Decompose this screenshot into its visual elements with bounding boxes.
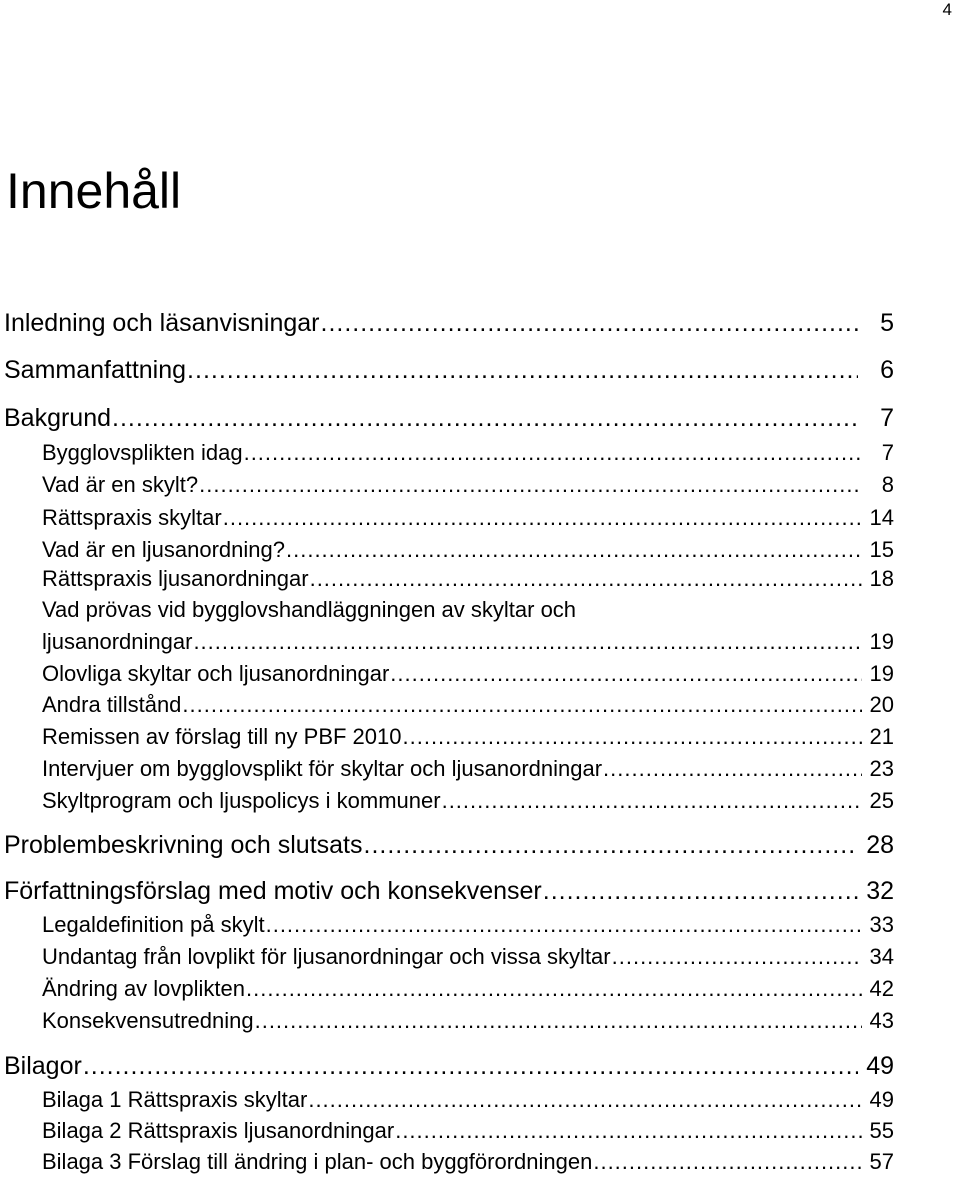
toc-leader-dots	[364, 830, 859, 860]
toc-entry[interactable]	[42, 1118, 894, 1144]
toc-entry-title: Skyltprogram och ljuspolicys i kommuner	[42, 788, 441, 813]
toc-leader-dots	[199, 472, 862, 498]
toc-entry-page: 19	[869, 629, 894, 654]
toc-entry-page: 28	[866, 831, 894, 859]
toc-leader-dots	[244, 440, 862, 466]
toc-entry-page: 57	[869, 1149, 894, 1174]
toc-entry-title: Författningsförslag med motiv och konsekvenser	[4, 877, 542, 905]
toc-leader-dots	[310, 566, 862, 592]
toc-entry-page: 34	[869, 944, 894, 969]
toc-entry-page: 18	[869, 566, 894, 591]
toc-leader-dots	[83, 1051, 858, 1081]
toc-entry-title: Bakgrund	[4, 404, 112, 432]
toc-entry-title: Andra tillstånd	[42, 692, 182, 717]
toc-entry-page: 20	[869, 692, 894, 717]
toc-entry-page: 32	[866, 877, 894, 905]
toc-entry[interactable]	[42, 566, 894, 592]
toc-entry-title: Vad är en skylt?	[42, 472, 199, 497]
toc-leader-dots	[321, 308, 859, 338]
toc-entry[interactable]	[42, 440, 894, 466]
toc-leader-dots	[286, 537, 862, 563]
toc-leader-dots	[612, 944, 862, 970]
toc-entry[interactable]	[4, 403, 894, 433]
toc-entry-title: Rättspraxis skyltar	[42, 505, 222, 530]
toc-entry-title: Inledning och läsanvisningar	[4, 309, 320, 337]
toc-leader-dots	[603, 756, 862, 782]
toc-entry-title: Vad prövas vid bygglovshandläggningen av skyltar och	[42, 597, 577, 622]
toc-entry[interactable]	[42, 629, 894, 655]
toc-entry[interactable]	[4, 876, 894, 906]
toc-entry-title: Konsekvensutredning	[42, 1008, 254, 1033]
toc-entry-page: 8	[881, 472, 894, 497]
toc-leader-dots	[193, 629, 862, 655]
toc-leader-dots	[593, 1149, 862, 1175]
toc-entry-title: Ändring av lovplikten	[42, 976, 246, 1001]
toc-entry[interactable]	[42, 692, 894, 718]
toc-entry[interactable]	[42, 912, 894, 938]
toc-entry-page: 6	[880, 356, 894, 384]
toc-entry-page: 21	[869, 724, 894, 749]
toc-entry-page: 33	[869, 912, 894, 937]
toc-entry-title: Sammanfattning	[4, 356, 187, 384]
toc-entry[interactable]	[42, 756, 894, 782]
toc-entry-title: Intervjuer om bygglovsplikt för skyltar och ljusanordningar	[42, 756, 603, 781]
toc-entry-page: 55	[869, 1118, 894, 1143]
toc-entry[interactable]	[4, 308, 894, 338]
toc-entry[interactable]	[42, 505, 894, 531]
toc-entry-title-continued: ljusanordningar	[42, 629, 193, 654]
toc-entry[interactable]	[4, 355, 894, 385]
toc-leader-dots	[390, 661, 862, 687]
toc-entry-title: Bygglovsplikten idag	[42, 440, 243, 465]
toc-entry[interactable]	[42, 1087, 894, 1113]
toc-leader-dots	[543, 876, 858, 906]
toc-entry-page: 23	[869, 756, 894, 781]
toc-leader-dots	[112, 403, 858, 433]
toc-entry-page: 49	[869, 1087, 894, 1112]
toc-entry-title: Rättspraxis ljusanordningar	[42, 566, 309, 591]
toc-entry-title: Bilaga 1 Rättspraxis skyltar	[42, 1087, 308, 1112]
toc-leader-dots	[442, 788, 862, 814]
toc-entry[interactable]	[42, 1149, 894, 1175]
toc-leader-dots	[403, 724, 863, 750]
toc-entry-title: Olovliga skyltar och ljusanordningar	[42, 661, 390, 686]
toc-entry[interactable]	[4, 830, 894, 860]
toc-entry-first-line[interactable]	[42, 597, 576, 623]
toc-entry-page: 49	[866, 1052, 894, 1080]
toc-leader-dots	[308, 1087, 862, 1113]
toc-entry-page: 19	[869, 661, 894, 686]
toc-entry[interactable]	[42, 472, 894, 498]
toc-entry-title: Bilaga 3 Förslag till ändring i plan- och byggförordningen	[42, 1149, 593, 1174]
toc-entry-page: 42	[869, 976, 894, 1001]
page-number: 4	[942, 0, 952, 19]
toc-entry-page: 5	[880, 309, 894, 337]
toc-entry-title: Remissen av förslag till ny PBF 2010	[42, 724, 402, 749]
toc-entry[interactable]	[42, 944, 894, 970]
toc-entry[interactable]	[42, 537, 894, 563]
toc-leader-dots	[246, 976, 862, 1002]
toc-entry-title: Undantag från lovplikt för ljusanordningar och vissa skyltar	[42, 944, 611, 969]
toc-leader-dots	[266, 912, 862, 938]
toc-heading: Innehåll	[6, 163, 182, 219]
toc-leader-dots	[395, 1118, 862, 1144]
toc-entry-title: Legaldefinition på skylt	[42, 912, 265, 937]
toc-leader-dots	[255, 1008, 862, 1034]
toc-entry[interactable]	[4, 1051, 894, 1081]
toc-entry-page: 7	[880, 404, 894, 432]
toc-leader-dots	[182, 692, 862, 718]
toc-entry[interactable]	[42, 788, 894, 814]
toc-entry-title: Bilagor	[4, 1052, 82, 1080]
toc-entry-title: Problembeskrivning och slutsats	[4, 831, 363, 859]
toc-entry-title: Bilaga 2 Rättspraxis ljusanordningar	[42, 1118, 395, 1143]
toc-entry-page: 43	[869, 1008, 894, 1033]
toc-entry-page: 7	[881, 440, 894, 465]
toc-entry[interactable]	[42, 1008, 894, 1034]
toc-entry-page: 14	[869, 505, 894, 530]
toc-entry-page: 15	[869, 537, 894, 562]
toc-entry[interactable]	[42, 976, 894, 1002]
toc-leader-dots	[187, 355, 858, 385]
toc-leader-dots	[223, 505, 862, 531]
toc-entry-page: 25	[869, 788, 894, 813]
toc-entry[interactable]	[42, 724, 894, 750]
toc-entry[interactable]	[42, 661, 894, 687]
toc-entry-title: Vad är en ljusanordning?	[42, 537, 285, 562]
